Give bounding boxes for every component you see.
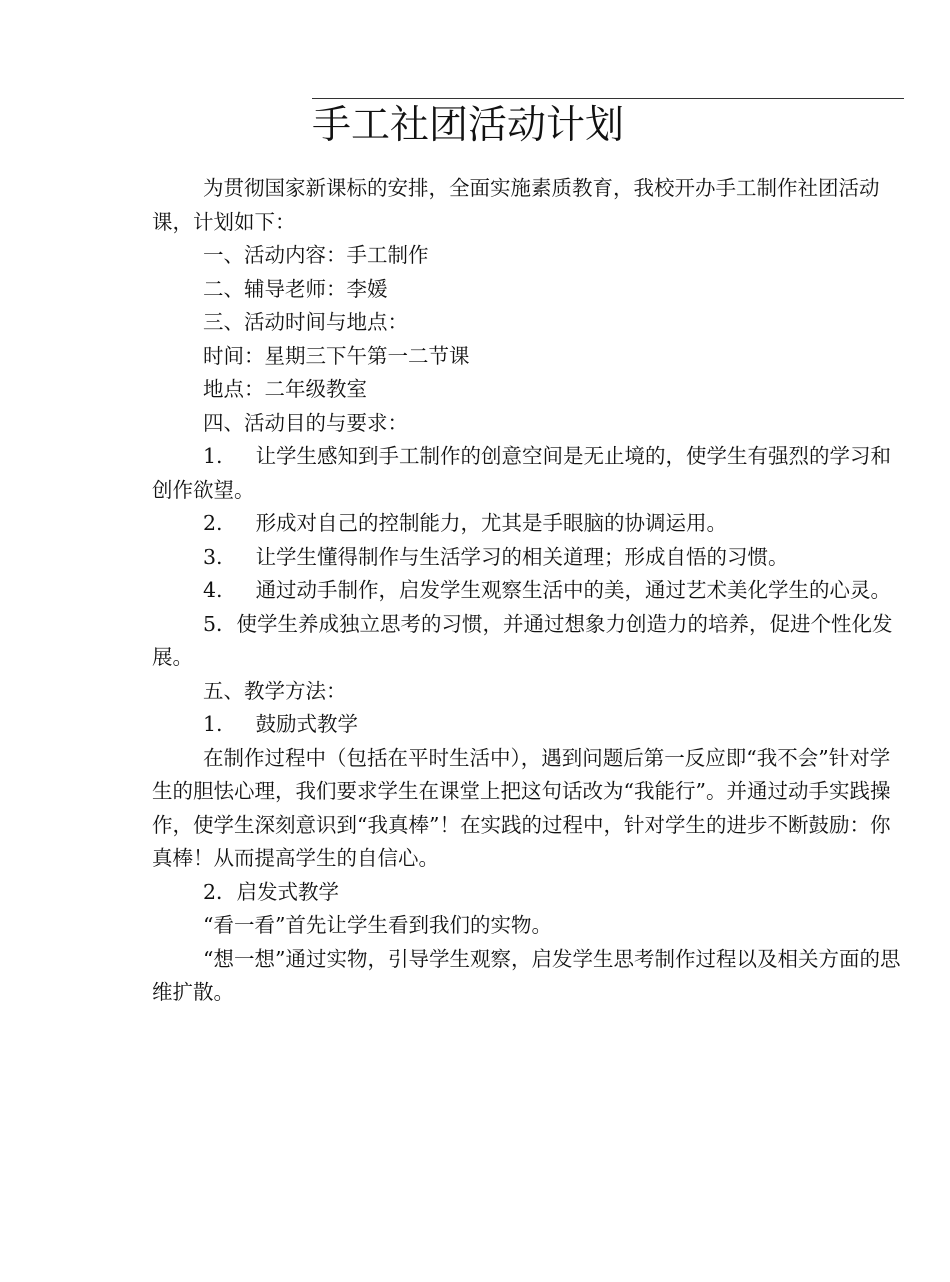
place-line: 地点：二年级教室 xyxy=(203,377,367,401)
document-title: 手工社团活动计划 xyxy=(312,103,625,148)
goal-text: 让学生懂得制作与生活学习的相关道理；形成自悟的习惯。 xyxy=(255,544,789,569)
intro-paragraph: 为贯彻国家新课标的安排，全面实施素质教育，我校开办手工制作社团活动课，计划如下： xyxy=(152,176,880,234)
method-2-look: “看一看”首先让学生看到我们的实物。 xyxy=(203,913,552,937)
goal-item xyxy=(152,541,904,575)
method-1-heading xyxy=(152,708,904,742)
goal-number: 3. xyxy=(203,544,223,569)
method-1-body: 在制作过程中（包括在平时生活中），遇到问题后第一反应即“我不会”针对学生的胆怯心理，我们要求学生在课堂上把这句话改为“我能行”。并通过动手实践操作，使学生深刻意识到“我真棒”！在实践的过程中，针对学生的进步不断鼓励：你真棒！从而提高学生的自信心。 xyxy=(152,745,891,870)
goal-item-5: 5．使学生养成独立思考的习惯，并通过想象力创造力的培养，促进个性化发展。 xyxy=(152,611,893,669)
section-goals-heading: 四、活动目的与要求： xyxy=(203,410,408,435)
method-2-think: “想一想”通过实物，引导学生观察，启发学生思考制作过程以及相关方面的思维扩散。 xyxy=(152,946,901,1004)
goal-item xyxy=(152,507,904,541)
method-number: 1. xyxy=(203,712,223,736)
goal-number: 2. xyxy=(203,511,223,535)
goal-text: 形成对自己的控制能力，尤其是手眼脑的协调运用。 xyxy=(255,511,728,535)
goal-item xyxy=(152,440,904,507)
goal-text: 让学生感知到手工制作的创意空间是无止境的，使学生有强烈的学习和创作欲望。 xyxy=(152,444,892,502)
goal-number: 4. xyxy=(203,578,223,602)
section-activity-content: 一、活动内容：手工制作 xyxy=(203,243,429,267)
section-teacher: 二、辅导老师：李媛 xyxy=(203,276,388,301)
goal-item xyxy=(152,574,904,608)
document-body xyxy=(152,172,904,1010)
method-2-heading: 2．启发式教学 xyxy=(203,879,340,904)
goal-number: 1. xyxy=(203,444,223,468)
method-label: 鼓励式教学 xyxy=(255,712,359,736)
section-methods-heading: 五、教学方法： xyxy=(203,678,347,703)
header-rule xyxy=(312,98,904,99)
section-time-place-heading: 三、活动时间与地点： xyxy=(203,310,408,334)
goal-text: 通过动手制作，启发学生观察生活中的美，通过艺术美化学生的心灵。 xyxy=(255,578,892,602)
time-line: 时间：星期三下午第一二节课 xyxy=(203,343,470,368)
